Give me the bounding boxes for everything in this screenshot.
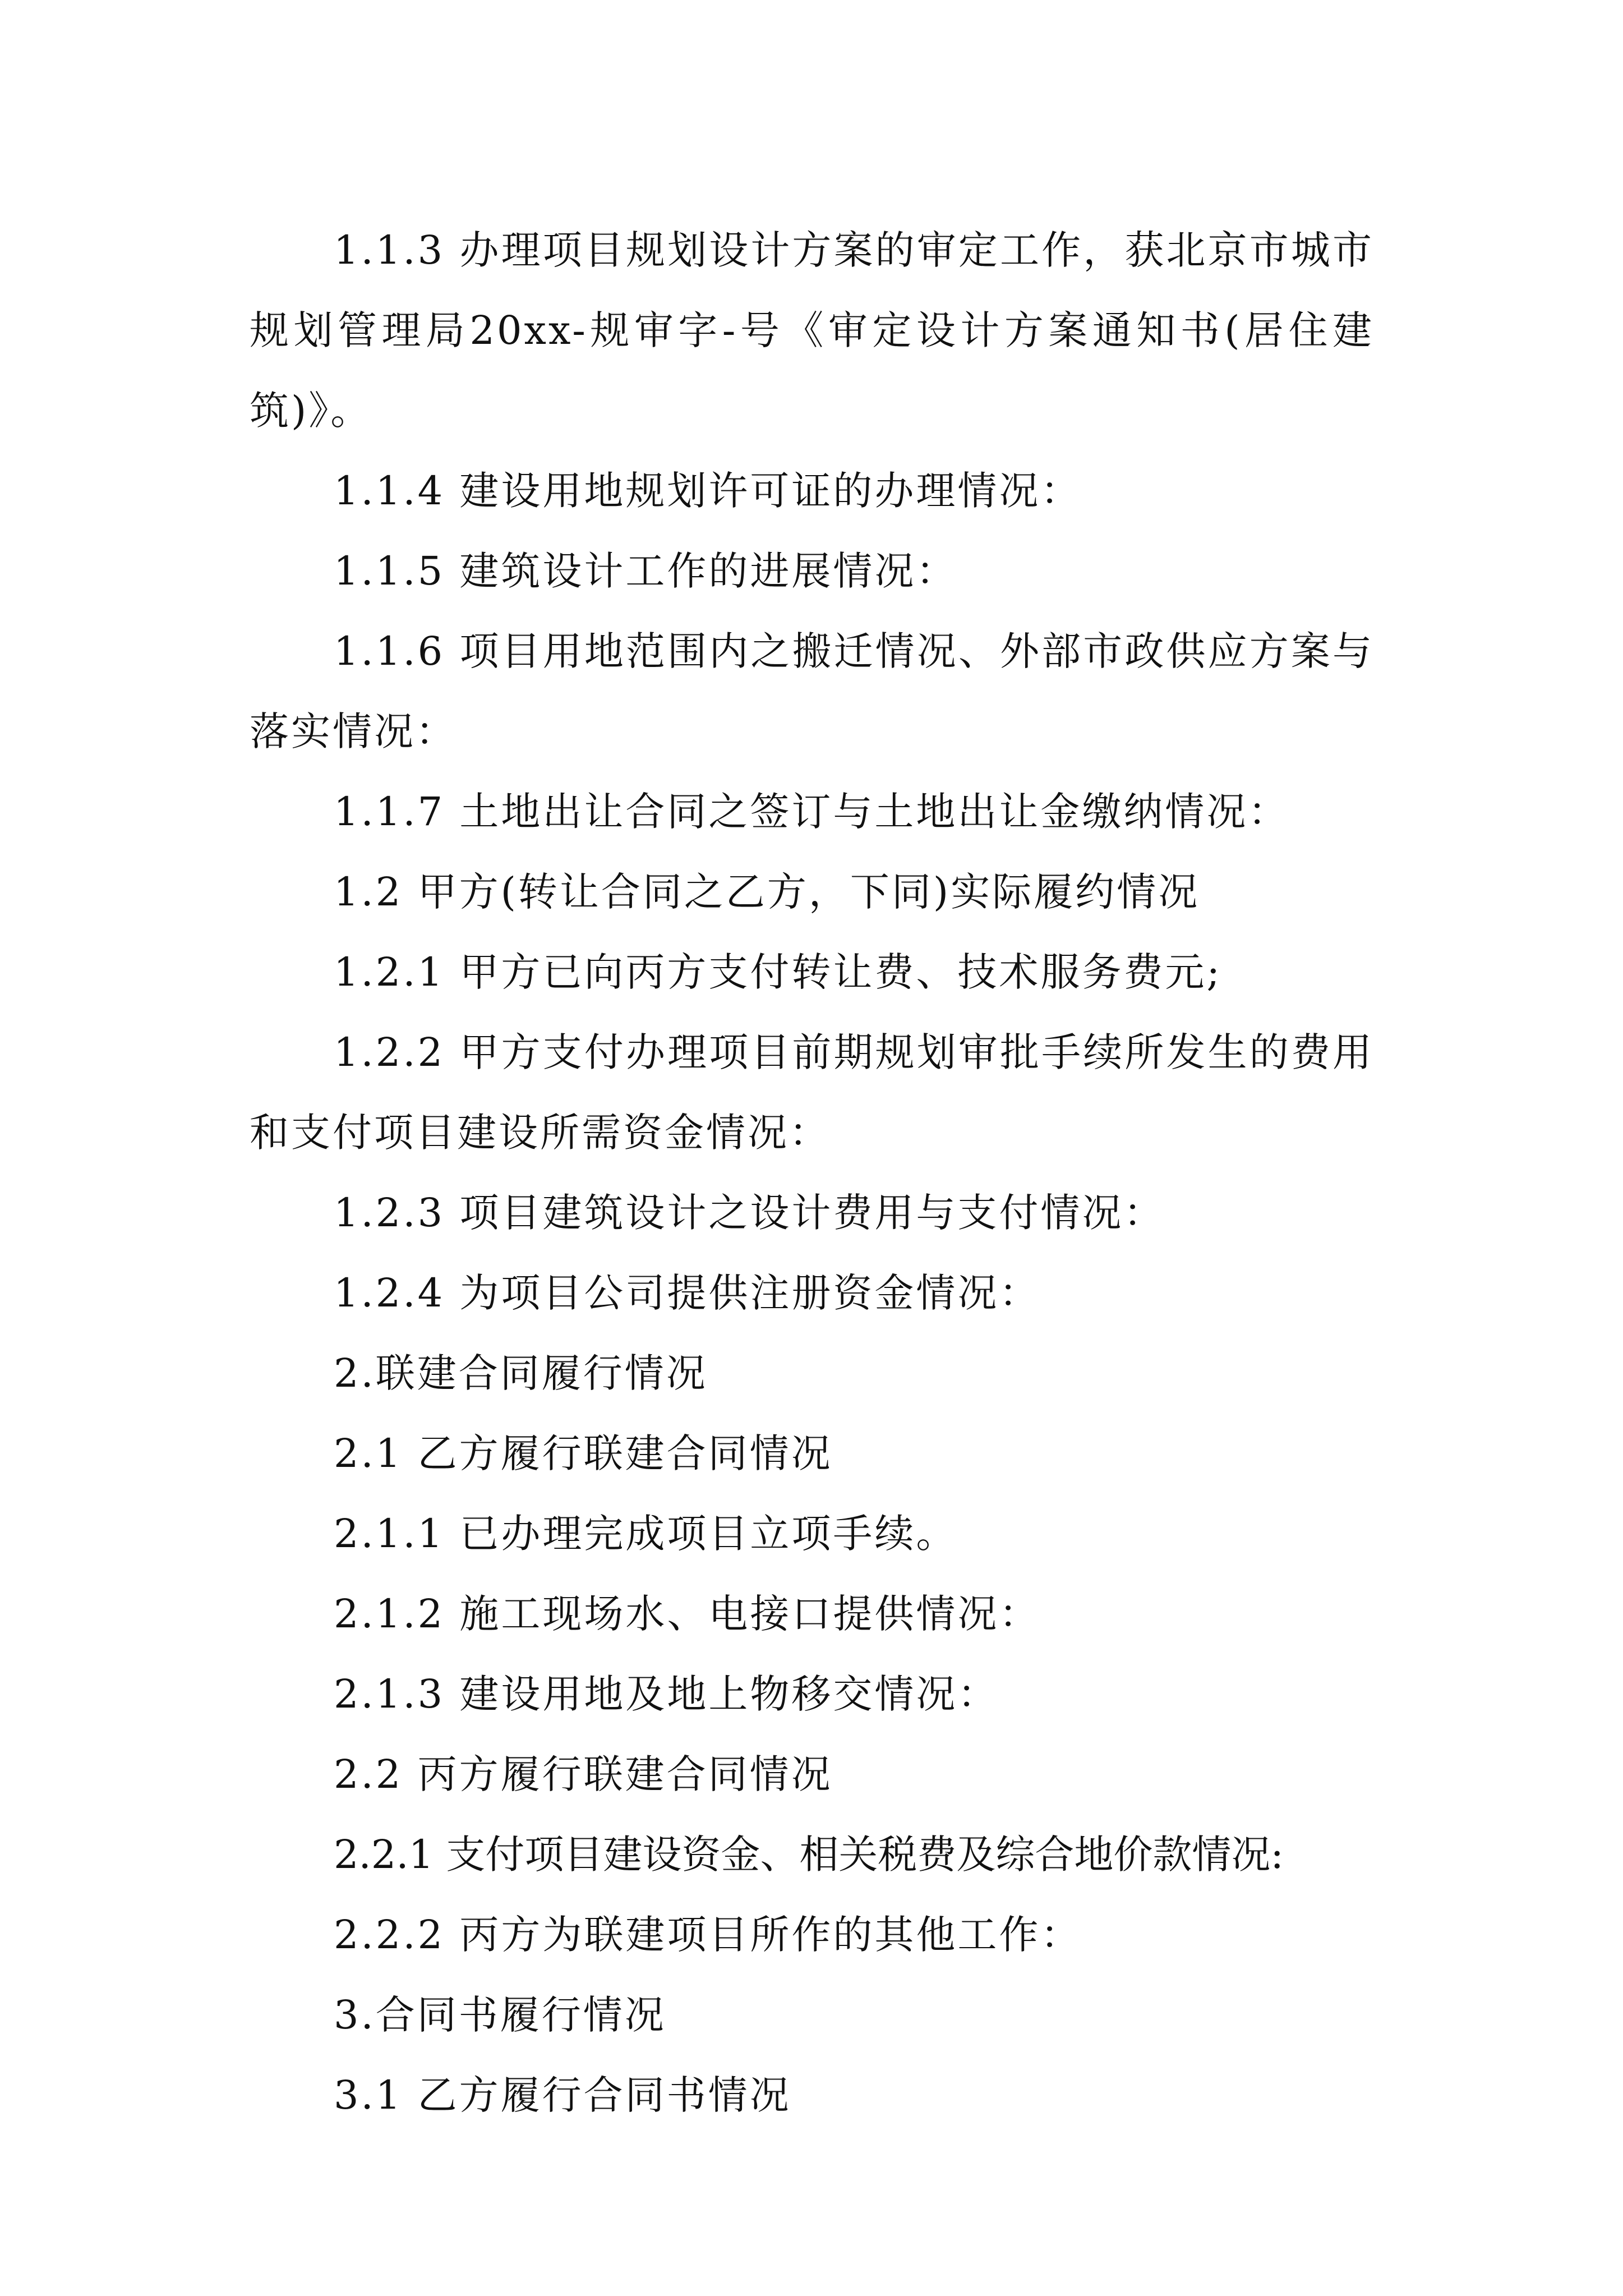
paragraph-2-2-2: 2.2.2 丙方为联建项目所作的其他工作：	[334, 1912, 1082, 1958]
document-body	[250, 210, 1374, 2136]
paragraph-1-1-3: 1.1.3 办理项目规划设计方案的审定工作，获北京市城市规划管理局20xx-规审字-号《审定设计方案通知书(居住建筑)》。	[250, 227, 1374, 434]
paragraph-2-1-1: 2.1.1 已办理完成项目立项手续。	[334, 1511, 958, 1557]
paragraph-1-2-3: 1.2.3 项目建筑设计之设计费用与支付情况：	[334, 1190, 1165, 1236]
paragraph-2-1-3: 2.1.3 建设用地及地上物移交情况：	[334, 1671, 999, 1717]
paragraph-1-2-4: 1.2.4 为项目公司提供注册资金情况：	[334, 1270, 1041, 1316]
section-heading-2: 2.联建合同履行情况	[334, 1350, 708, 1396]
paragraph-2-2-1: 2.2.1 支付项目建设资金、相关税费及综合地价款情况:	[334, 1832, 1284, 1878]
section-heading-3: 3.合同书履行情况	[334, 1992, 666, 2038]
paragraph-1-2-1: 1.2.1 甲方已向丙方支付转让费、技术服务费元;	[334, 949, 1222, 995]
paragraph-2-2: 2.2 丙方履行联建合同情况	[334, 1751, 833, 1797]
paragraph-1-1-6: 1.1.6 项目用地范围内之搬迁情况、外部市政供应方案与落实情况：	[250, 628, 1374, 754]
paragraph-1-1-4: 1.1.4 建设用地规划许可证的办理情况：	[334, 468, 1082, 514]
paragraph-1-2-2: 1.2.2 甲方支付办理项目前期规划审批手续所发生的费用和支付项目建设所需资金情况：	[250, 1029, 1374, 1156]
paragraph-1-2: 1.2 甲方(转让合同之乙方，下同)实际履约情况	[334, 869, 1200, 915]
paragraph-3-1: 3.1 乙方履行合同书情况	[334, 2072, 791, 2118]
paragraph-2-1: 2.1 乙方履行联建合同情况	[334, 1430, 833, 1476]
paragraph-1-1-7: 1.1.7 土地出让合同之签订与土地出让金缴纳情况：	[334, 789, 1290, 835]
paragraph-1-1-5: 1.1.5 建筑设计工作的进展情况：	[334, 548, 958, 594]
paragraph-2-1-2: 2.1.2 施工现场水、电接口提供情况：	[334, 1591, 1041, 1637]
